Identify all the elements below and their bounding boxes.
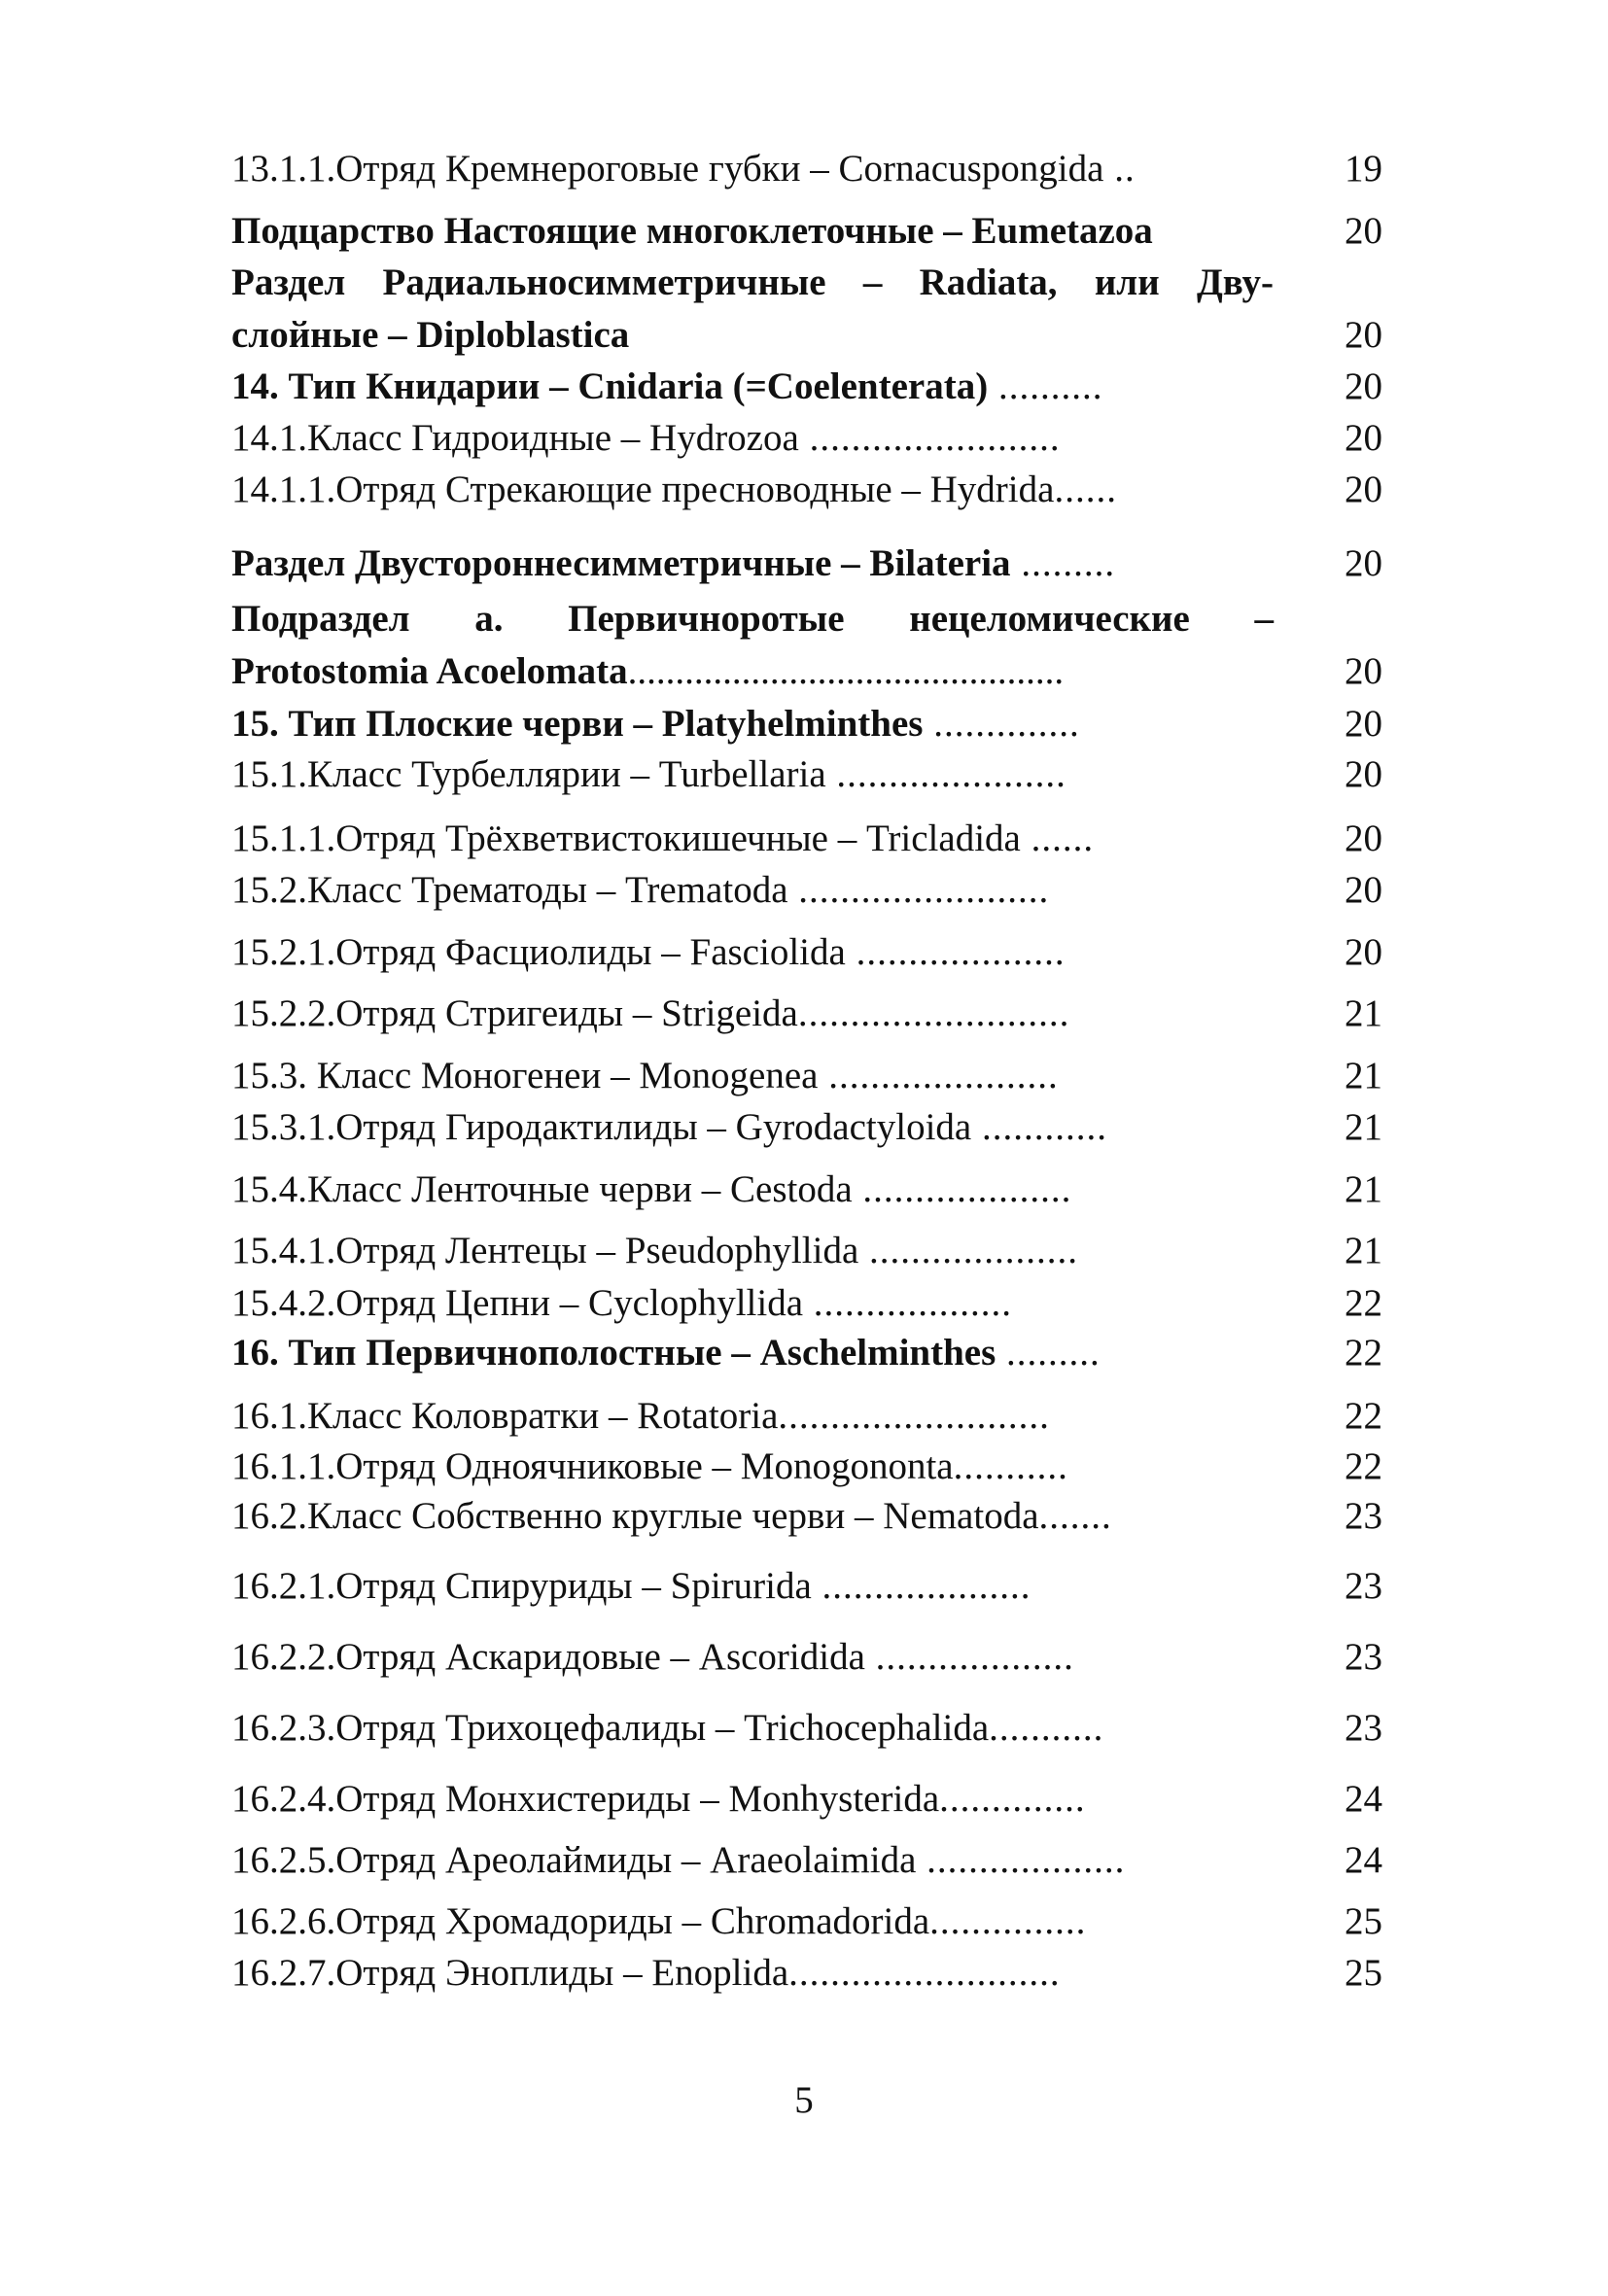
toc-entry-text: 16.2.6.Отряд Хромадориды – Chromadorida xyxy=(231,1900,930,1942)
toc-entry-page: 22 xyxy=(1345,1282,1382,1324)
toc-entry-14-1: 14.1.Класс Гидроидные – Hydrozoa ........................ 20 xyxy=(231,414,1382,463)
toc-entry-16-2-2: 16.2.2.Отряд Аскаридовые – Ascoridida ................... 23 xyxy=(231,1633,1382,1682)
toc-entry-page: 20 xyxy=(1345,818,1382,859)
toc-entry-15-3-1: 15.3.1.Отряд Гиродактилиды – Gyrodactyloida ............ 21 xyxy=(231,1103,1382,1152)
toc-entry-aschelminthes: 16. Тип Первичнополостные – Aschelminthes ......... 22 xyxy=(231,1329,1382,1377)
toc-entry-page: 22 xyxy=(1345,1445,1382,1487)
toc-entry-cnidaria: 14. Тип Книдарии – Cnidaria (=Coelenterata) .......... 20 xyxy=(231,363,1382,411)
toc-entry-eumetazoa xyxy=(231,207,1382,256)
toc-entry-page: 20 xyxy=(1345,365,1382,407)
toc-entry-page: 20 xyxy=(1345,931,1382,973)
toc-entry-page: 21 xyxy=(1345,1055,1382,1096)
toc-entry-16-2-6: 16.2.6.Отряд Хромадориды – Chromadorida............... 25 xyxy=(231,1897,1382,1946)
toc-entry-15-2-2: 15.2.2.Отряд Стригеиды – Strigeida.......................... 21 xyxy=(231,990,1382,1038)
toc-entry-page: 20 xyxy=(1345,469,1382,510)
toc-entry-text: 15.2.1.Отряд Фасциолиды – Fasciolida xyxy=(231,931,846,973)
toc-entry-16-2-5: 16.2.5.Отряд Ареолаймиды – Araeolaimida ................... 24 xyxy=(231,1836,1382,1885)
page-number: 5 xyxy=(794,2079,814,2121)
toc-entry-page: 21 xyxy=(1345,1106,1382,1148)
toc-entry-page: 25 xyxy=(1345,1900,1382,1942)
toc-entry-16-1-1: 16.1.1.Отряд Одноячниковые – Monogononta........... 22 xyxy=(231,1443,1382,1491)
toc-entry-text: 15.4.2.Отряд Цепни – Cyclophyllida xyxy=(231,1282,804,1324)
toc-entry-text: 16.2.7.Отряд Эноплиды – Enoplida xyxy=(231,1952,789,1994)
toc-entry-text-line2: слойные – Diploblastica xyxy=(231,314,630,356)
toc-entry-page: 20 xyxy=(1345,417,1382,459)
toc-entry-15-1-1: 15.1.1.Отряд Трёхветвистокишечные – Tricladida ...... 20 xyxy=(231,815,1382,863)
toc-entry-text: 16.2.Класс Собственно круглые черви – Nematoda xyxy=(231,1495,1039,1537)
toc-entry-15-4-1: 15.4.1.Отряд Лентецы – Pseudophyllida .................... 21 xyxy=(231,1227,1382,1275)
toc-entry-page: 21 xyxy=(1345,1168,1382,1210)
toc-entry-text-line2: Protostomia Acoelomata xyxy=(231,650,628,692)
toc-entry-page: 20 xyxy=(1345,542,1382,584)
toc-entry-text-line1: Раздел Радиальносимметричные – Radiata, или Дву- xyxy=(231,261,1274,303)
toc-entry-text: 14.1.1.Отряд Стрекающие пресноводные – Hydrida xyxy=(231,469,1055,510)
toc-entry-page: 20 xyxy=(1345,703,1382,745)
toc-entry-text: 15.1.1.Отряд Трёхветвистокишечные – Tricladida xyxy=(231,818,1021,859)
toc-entry-text: Раздел Двустороннесимметричные – Bilateria xyxy=(231,542,1011,584)
toc-entry-bilateria: Раздел Двустороннесимметричные – Bilateria ......... 20 xyxy=(231,539,1382,588)
toc-entry-14-1-1: 14.1.1.Отряд Стрекающие пресноводные – Hydrida...... 20 xyxy=(231,466,1382,514)
toc-entry-text: 16.1.1.Отряд Одноячниковые – Monogononta xyxy=(231,1445,954,1487)
toc-entry-text-line1: Подраздел а. Первичноротые нецеломические – xyxy=(231,598,1274,640)
toc-entry-text: 15. Тип Плоские черви – Platyhelminthes xyxy=(231,703,924,745)
toc-entry-15-2: 15.2.Класс Трематоды – Trematoda ........................ 20 xyxy=(231,866,1382,915)
toc-entry-radiata xyxy=(231,259,1382,356)
toc-entry-text: 16.2.5.Отряд Ареолаймиды – Araeolaimida xyxy=(231,1839,917,1881)
toc-entry-13-1-1: 13.1.1.Отряд Кремнероговые губки – Cornacuspongida .. 19 xyxy=(231,145,1382,193)
toc-entry-page: 19 xyxy=(1345,148,1382,190)
toc-entry-15-4-2: 15.4.2.Отряд Цепни – Cyclophyllida ................... 22 xyxy=(231,1279,1382,1328)
toc-entry-page: 22 xyxy=(1345,1395,1382,1437)
toc-entry-text: Подцарство Настоящие многоклеточные – Eumetazoa xyxy=(231,210,1153,252)
toc-entry-16-2-4: 16.2.4.Отряд Монхистериды – Monhysterida.............. 24 xyxy=(231,1775,1382,1824)
toc-entry-protostomia: Подраздел а. Первичноротые нецеломические – Protostomia Acoelomata.............................................. 20 xyxy=(231,595,1382,692)
toc-entry-16-2-1: 16.2.1.Отряд Спируриды – Spirurida .................... 23 xyxy=(231,1562,1382,1611)
toc-entry-text: 16.2.3.Отряд Трихоцефалиды – Trichocephalida xyxy=(231,1707,990,1749)
toc-entry-15-2-1: 15.2.1.Отряд Фасциолиды – Fasciolida .................... 20 xyxy=(231,928,1382,977)
toc-entry-page: 25 xyxy=(1345,1952,1382,1994)
toc-entry-text: 15.2.Класс Трематоды – Trematoda xyxy=(231,869,788,911)
toc-entry-page: 24 xyxy=(1345,1839,1382,1881)
toc-entry-text: 16. Тип Первичнополостные – Aschelminthes xyxy=(231,1332,996,1374)
toc-entry-text: 15.4.1.Отряд Лентецы – Pseudophyllida xyxy=(231,1230,859,1271)
toc-entry-page: 21 xyxy=(1345,992,1382,1034)
toc-entry-text: 15.4.Класс Ленточные черви – Cestoda xyxy=(231,1168,853,1210)
toc-entry-platyhelminthes: 15. Тип Плоские черви – Platyhelminthes .............. 20 xyxy=(231,700,1382,748)
toc-entry-15-4: 15.4.Класс Ленточные черви – Cestoda .................... 21 xyxy=(231,1165,1382,1214)
toc-entry-text: 15.2.2.Отряд Стригеиды – Strigeida xyxy=(231,992,798,1034)
toc-entry-page: 20 xyxy=(1345,650,1382,692)
toc-entry-page: 22 xyxy=(1345,1332,1382,1374)
toc-entry-text: 13.1.1.Отряд Кремнероговые губки – Cornacuspongida xyxy=(231,148,1104,190)
toc-entry-text: 16.2.2.Отряд Аскаридовые – Ascoridida xyxy=(231,1636,865,1678)
toc-entry-text: 16.2.4.Отряд Монхистериды – Monhysterida xyxy=(231,1778,940,1820)
toc-entry-text: 15.1.Класс Турбеллярии – Turbellaria xyxy=(231,753,826,795)
toc-entry-16-2-3: 16.2.3.Отряд Трихоцефалиды – Trichocephalida........... 23 xyxy=(231,1704,1382,1753)
toc-entry-16-2: 16.2.Класс Собственно круглые черви – Nematoda....... 23 xyxy=(231,1492,1382,1541)
toc-entry-page: 20 xyxy=(1345,753,1382,795)
toc-entry-15-1: 15.1.Класс Турбеллярии – Turbellaria ...................... 20 xyxy=(231,750,1382,799)
toc-entry-page: 20 xyxy=(1345,210,1382,252)
toc-entry-page: 23 xyxy=(1345,1565,1382,1607)
toc-entry-page: 23 xyxy=(1345,1707,1382,1749)
toc-entry-page: 24 xyxy=(1345,1778,1382,1820)
toc-entry-page: 23 xyxy=(1345,1495,1382,1537)
toc-entry-text: 15.3. Класс Моногенеи – Monogenea xyxy=(231,1055,819,1096)
toc-entry-page: 20 xyxy=(1345,314,1382,356)
toc-entry-text: 16.1.Класс Коловратки – Rotatoria xyxy=(231,1395,779,1437)
toc-entry-15-3: 15.3. Класс Моногенеи – Monogenea ...................... 21 xyxy=(231,1052,1382,1100)
toc-entry-16-1: 16.1.Класс Коловратки – Rotatoria.......................... 22 xyxy=(231,1392,1382,1441)
toc-entry-page: 21 xyxy=(1345,1230,1382,1271)
toc-entry-text: 15.3.1.Отряд Гиродактилиды – Gyrodactyloida xyxy=(231,1106,972,1148)
toc-entry-text: 16.2.1.Отряд Спируриды – Spirurida xyxy=(231,1565,812,1607)
toc-entry-text: 14.1.Класс Гидроидные – Hydrozoa xyxy=(231,417,799,459)
toc-entry-page: 23 xyxy=(1345,1636,1382,1678)
toc-entry-16-2-7: 16.2.7.Отряд Эноплиды – Enoplida.......................... 25 xyxy=(231,1949,1382,1998)
toc-entry-text: 14. Тип Книдарии – Cnidaria (=Coelenterata) xyxy=(231,365,989,407)
toc-entry-page: 20 xyxy=(1345,869,1382,911)
